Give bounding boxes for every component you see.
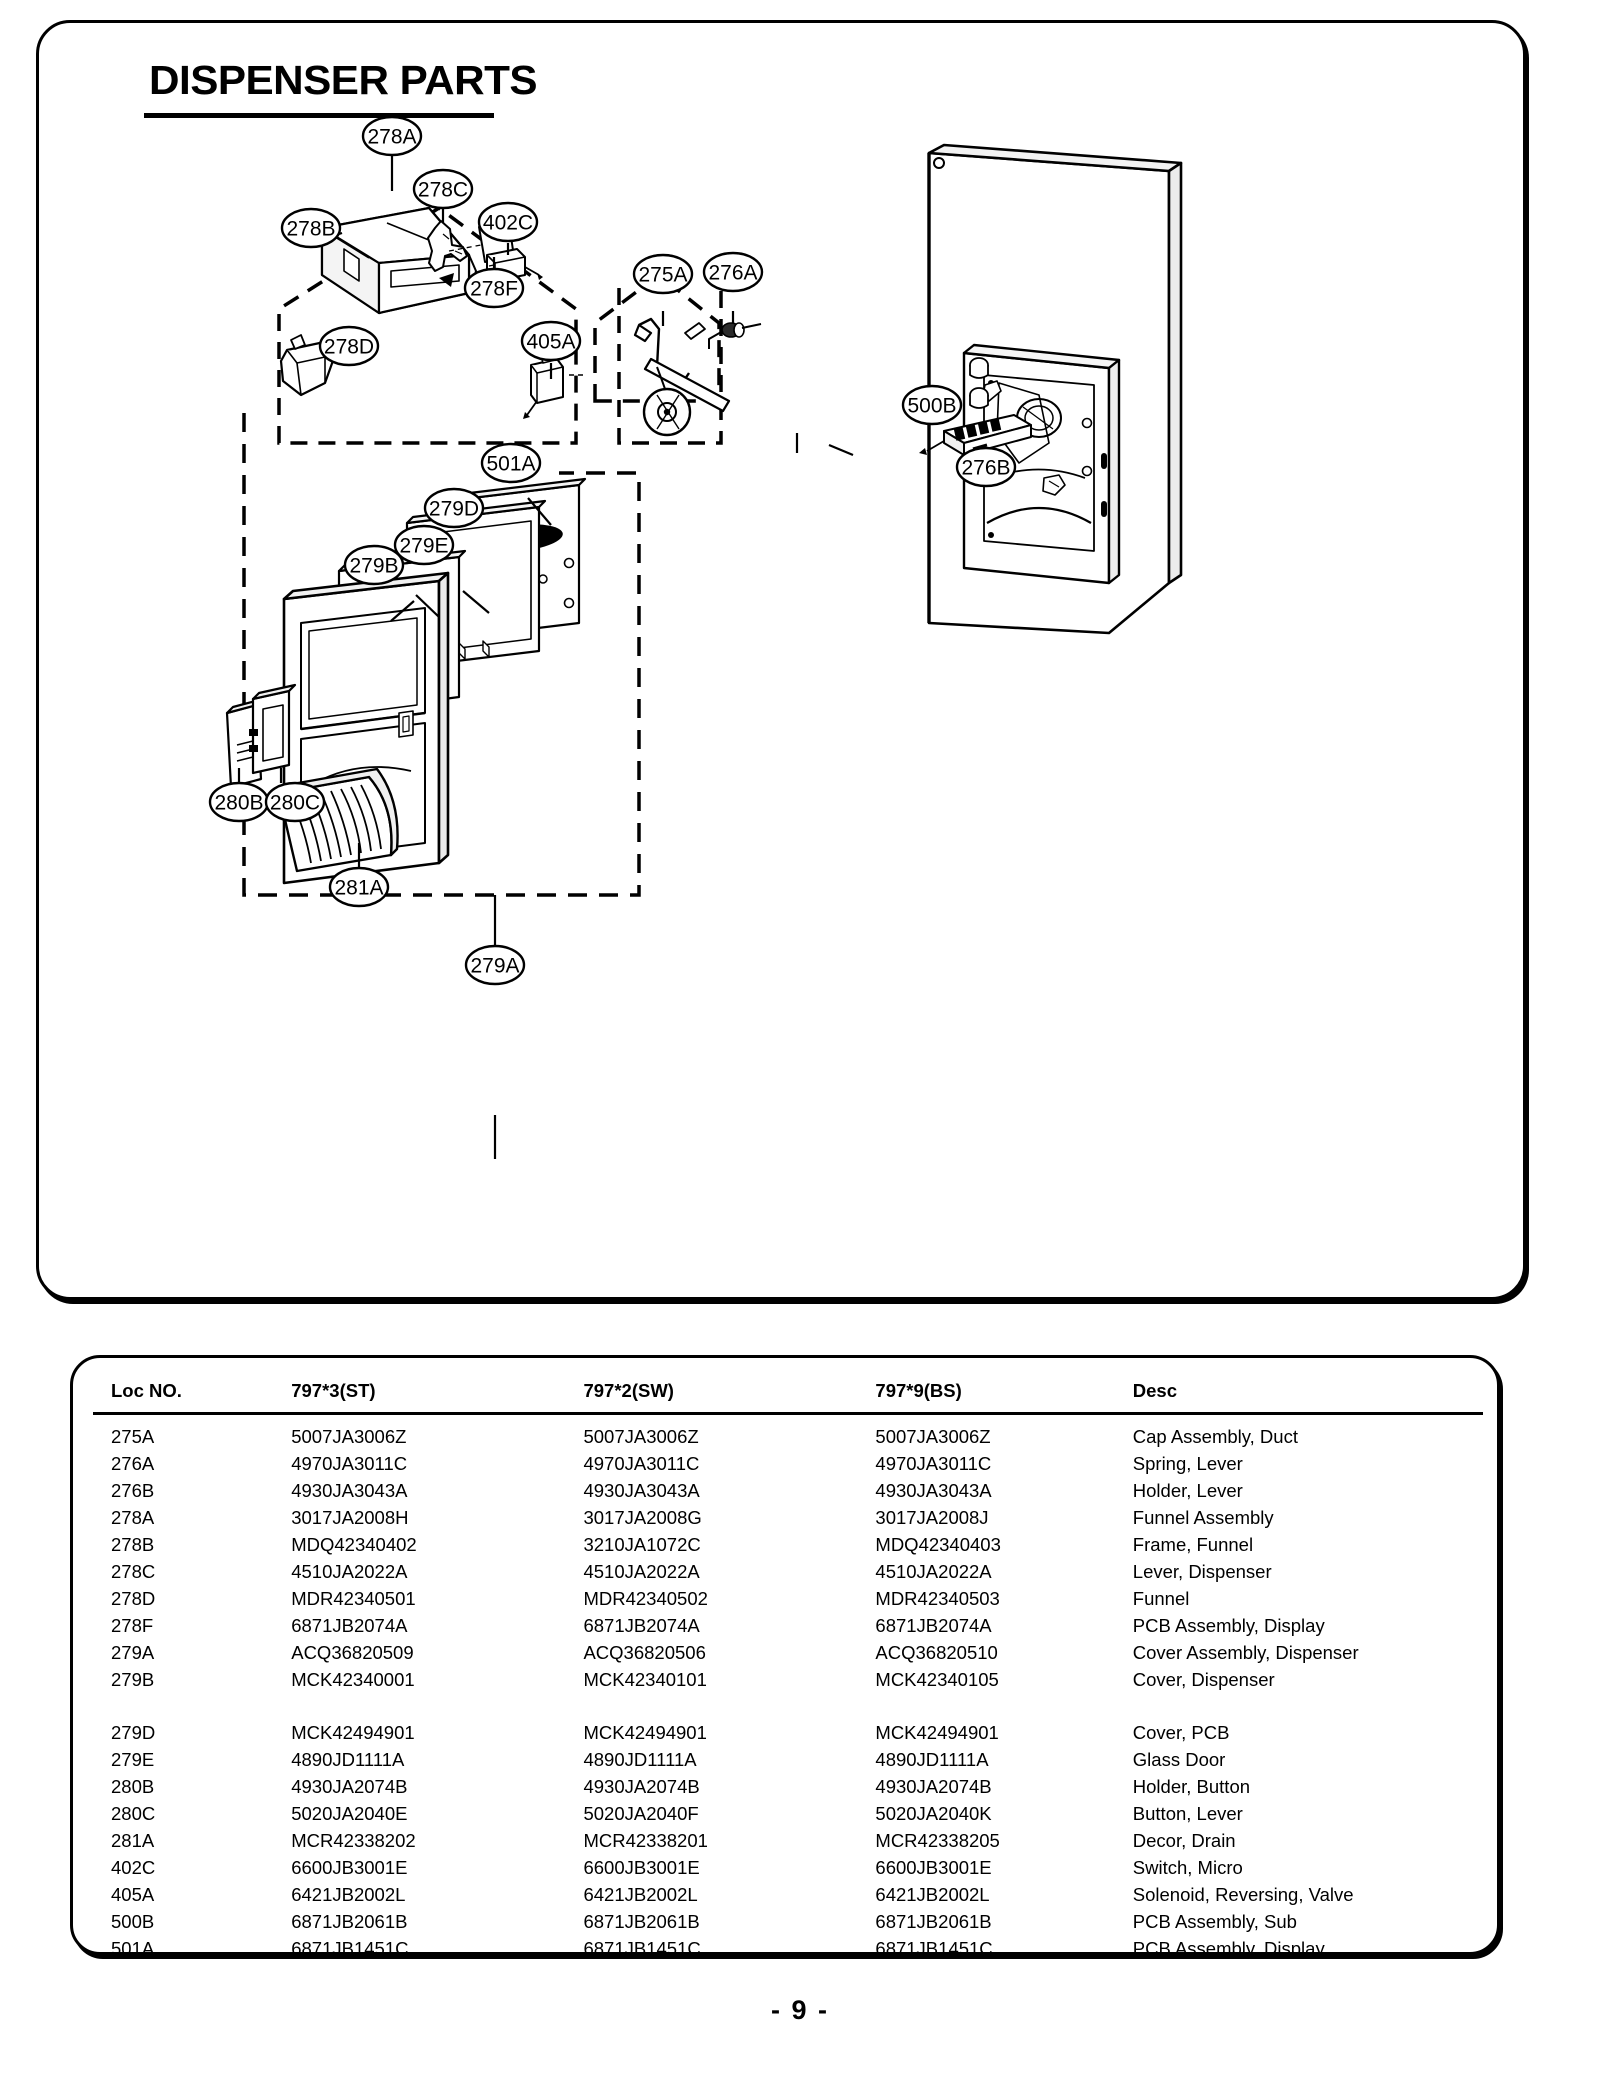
cell-bs: 4930JA3043A [875,1480,992,1501]
cell-bs: 4970JA3011C [875,1453,992,1474]
cell-loc: 278F [111,1615,154,1636]
cell-st: 6871JB2061B [291,1911,408,1932]
callout-279e [395,526,453,564]
cell-desc: PCB Assembly, Sub [1132,1911,1297,1932]
cell-bs: MCK42494901 [875,1722,999,1743]
diagram-panel [36,20,1526,1300]
table-row [93,1532,1483,1559]
cell-bs: 6421JB2002L [875,1884,990,1905]
callout-278b [282,209,340,247]
cell-desc: Frame, Funnel [1132,1534,1254,1555]
cell-loc: 402C [111,1857,156,1878]
cell-bs: 6871JB2074A [875,1615,992,1636]
callout-278d [320,327,378,365]
callout-279a-label: 279A [470,954,520,978]
table-header-row [93,1376,1483,1414]
callout-278a [363,117,421,155]
callout-281a [330,868,388,906]
cell-desc: Button, Lever [1132,1803,1243,1824]
callout-276a-label: 276A [708,261,758,285]
callout-275a [634,255,692,293]
cell-bs: 4510JA2022A [875,1561,992,1582]
cell-loc: 276A [111,1453,155,1474]
cell-loc: 500B [111,1911,155,1932]
part-278b-frame-funnel [322,208,476,313]
column-header-bs: 797*9(BS) [875,1380,962,1401]
table-spacer-row [93,1694,1483,1720]
cell-st: MCK42494901 [291,1722,415,1743]
cell-loc: 280B [111,1776,155,1797]
cell-loc: 278B [111,1534,155,1555]
cell-bs: 6871JB1451C [875,1938,993,1959]
table-row [93,1559,1483,1586]
cell-loc: 280C [111,1803,156,1824]
cell-desc: Decor, Drain [1132,1830,1236,1851]
cell-desc: Solenoid, Reversing, Valve [1132,1884,1354,1905]
cell-bs: 6871JB2061B [875,1911,992,1932]
callout-279d-label: 279D [428,497,480,521]
cell-st: 4930JA2074B [291,1776,408,1797]
callout-279a [466,946,524,984]
table-row [93,1828,1483,1855]
cell-st: 6871JB1451C [291,1938,409,1959]
cell-st: 4930JA3043A [291,1480,408,1501]
callout-275a-label: 275A [638,263,688,287]
cell-bs: 3017JA2008J [875,1507,989,1528]
callout-405a [522,322,580,360]
cell-loc: 279D [111,1722,156,1743]
callout-402c [479,203,537,241]
cell-st: MDQ42340402 [291,1534,417,1555]
cell-loc [93,1694,231,1720]
callout-278f-label: 278F [470,277,518,301]
callout-278c-label: 278C [417,178,469,202]
table-row [93,1909,1483,1936]
cell-desc: Switch, Micro [1132,1857,1243,1878]
table-row [93,1774,1483,1801]
cell-desc: Cover Assembly, Dispenser [1132,1642,1359,1663]
cell-st: 6871JB2074A [291,1615,408,1636]
cell-sw: MCK42340101 [583,1669,707,1690]
cell-sw: 4970JA3011C [583,1453,700,1474]
cell-bs: ACQ36820510 [875,1642,998,1663]
callout-280c [266,783,324,821]
callout-402c-label: 402C [482,211,534,235]
cell-loc: 279A [111,1642,155,1663]
callout-280b [210,783,268,821]
table-row [93,1667,1483,1694]
cell-sw: 4930JA2074B [583,1776,700,1797]
cell-desc: Holder, Lever [1132,1480,1243,1501]
table-row [93,1640,1483,1667]
table-row [93,1936,1483,1963]
parts-table-panel [70,1355,1500,1959]
cell-st: 4510JA2022A [291,1561,408,1582]
callout-276a [704,253,762,291]
cell-sw: MDR42340502 [583,1588,708,1609]
cell-st: 6600JB3001E [291,1857,408,1878]
page-number: - 9 - [770,1995,829,2025]
column-header-sw: 797*2(SW) [583,1380,674,1401]
cell-bs: 6600JB3001E [875,1857,992,1878]
cell-sw [523,1694,815,1720]
group-boundary-405a [595,275,719,401]
cell-desc: Holder, Button [1132,1776,1251,1797]
cell-st: MDR42340501 [291,1588,416,1609]
cell-st [231,1694,523,1720]
table-row [93,1882,1483,1909]
cell-st: 5020JA2040E [291,1803,408,1824]
callout-279e-label: 279E [399,534,449,558]
table-row [93,1414,1483,1451]
cell-sw: 6421JB2002L [583,1884,698,1905]
callout-280b-label: 280B [214,791,264,815]
cell-desc: Cap Assembly, Duct [1132,1426,1298,1447]
cell-sw: 3210JA1072C [583,1534,701,1555]
table-row [93,1478,1483,1505]
cell-sw: 3017JA2008G [583,1507,702,1528]
cell-desc: PCB Assembly, Display [1132,1615,1325,1636]
cell-st: MCK42340001 [291,1669,415,1690]
cell-st: 4970JA3011C [291,1453,408,1474]
cell-sw: 4890JD1111A [583,1749,697,1770]
cell-desc [1115,1694,1483,1720]
cell-loc: 278A [111,1507,155,1528]
cell-bs: MDR42340503 [875,1588,1000,1609]
callout-279b [345,546,403,584]
cell-loc: 275A [111,1426,155,1447]
cell-bs: 4930JA2074B [875,1776,992,1797]
cell-sw: 4930JA3043A [583,1480,700,1501]
cell-bs: 5007JA3006Z [875,1426,991,1447]
callout-405a-label: 405A [526,330,576,354]
cell-bs: MCK42340105 [875,1669,999,1690]
table-row [93,1586,1483,1613]
cell-desc: Glass Door [1132,1749,1226,1770]
callout-278c [414,170,472,208]
table-row [93,1451,1483,1478]
table-row [93,1801,1483,1828]
parts-table [93,1376,1483,1963]
cell-sw: MCK42494901 [583,1722,707,1743]
cell-desc: Cover, Dispenser [1132,1669,1275,1690]
callout-281a-label: 281A [334,876,384,900]
callout-276b [957,448,1015,486]
cell-sw: 4510JA2022A [583,1561,700,1582]
cell-st: ACQ36820509 [291,1642,414,1663]
column-header-desc: Desc [1132,1380,1178,1401]
cell-st: 3017JA2008H [291,1507,409,1528]
cell-sw: MCR42338201 [583,1830,708,1851]
callout-278a-label: 278A [367,125,417,149]
cell-st: 5007JA3006Z [291,1426,407,1447]
callout-501a-label: 501A [486,452,536,476]
cell-bs: MDQ42340403 [875,1534,1001,1555]
callout-278d-label: 278D [323,335,375,359]
table-row [93,1855,1483,1882]
cell-loc: 278D [111,1588,156,1609]
table-row [93,1505,1483,1532]
cell-sw: 5007JA3006Z [583,1426,699,1447]
cell-loc: 276B [111,1480,155,1501]
cell-loc: 281A [111,1830,155,1851]
cell-desc: Cover, PCB [1132,1722,1230,1743]
cell-loc: 279B [111,1669,155,1690]
cell-desc: Funnel [1132,1588,1190,1609]
callout-501a [482,444,540,482]
cell-sw: 6871JB2061B [583,1911,700,1932]
cell-sw: ACQ36820506 [583,1642,706,1663]
column-header-loc: Loc NO. [111,1380,182,1401]
cell-desc: Spring, Lever [1132,1453,1243,1474]
table-row [93,1720,1483,1747]
cell-bs: 4890JD1111A [875,1749,989,1770]
cell-desc: Lever, Dispenser [1132,1561,1272,1582]
column-header-st: 797*3(ST) [291,1380,376,1401]
cell-st: 4890JD1111A [291,1749,405,1770]
page-title: DISPENSER PARTS [149,57,538,103]
cell-sw: 6600JB3001E [583,1857,700,1878]
cell-desc: PCB Assembly, Display [1132,1938,1325,1959]
callout-279b-label: 279B [349,554,399,578]
cell-desc: Funnel Assembly [1132,1507,1274,1528]
part-276a-spring-lever [709,323,761,349]
table-row [93,1613,1483,1640]
callout-500b [903,386,961,424]
cell-st: MCR42338202 [291,1830,416,1851]
cell-sw: 6871JB1451C [583,1938,701,1959]
cell-bs: MCR42338205 [875,1830,1000,1851]
callout-500b-label: 500B [907,394,957,418]
cell-loc: 278C [111,1561,156,1582]
cell-loc: 405A [111,1884,155,1905]
cell-bs [815,1694,1114,1720]
callout-278f [465,269,523,307]
part-280c-button-lever [249,685,295,773]
table-row [93,1747,1483,1774]
cell-loc: 501A [111,1938,155,1959]
dispenser-exploded-diagram [39,23,1529,1303]
callout-280c-label: 280C [269,791,321,815]
cell-sw: 6871JB2074A [583,1615,700,1636]
cell-st: 6421JB2002L [291,1884,406,1905]
callout-278b-label: 278B [286,217,336,241]
table-header [93,1376,1483,1414]
cell-sw: 5020JA2040F [583,1803,699,1824]
callout-276b-label: 276B [961,456,1011,480]
cell-bs: 5020JA2040K [875,1803,992,1824]
callout-279d [425,489,483,527]
cell-loc: 279E [111,1749,155,1770]
table-body [93,1414,1483,1963]
